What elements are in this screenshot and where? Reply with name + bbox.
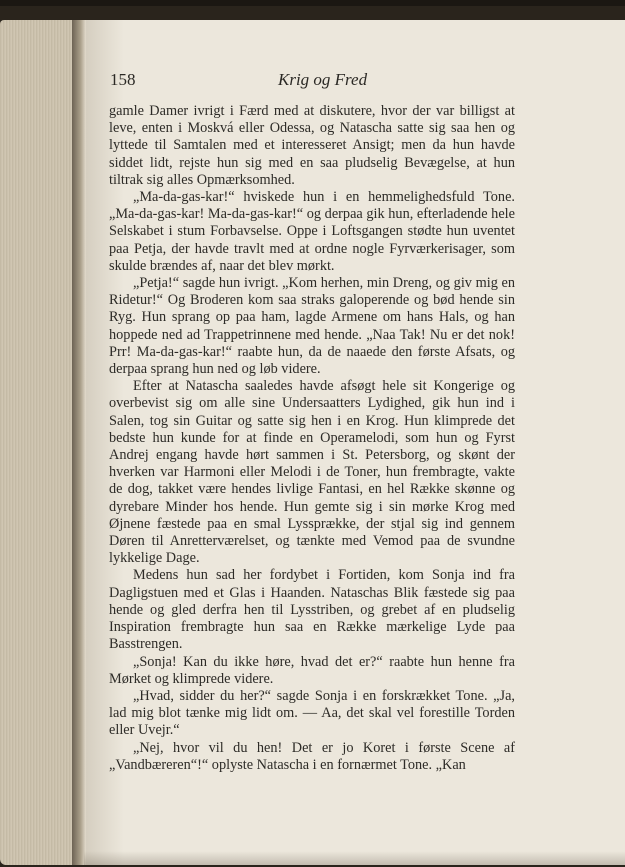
body-text (109, 103, 515, 774)
paragraph: „Sonja! Kan du ikke høre, hvad det er?“ raabte hun henne fra Mørket og klimprede videre. (109, 653, 515, 687)
page-header (110, 70, 530, 96)
paragraph: „Ma-da-gas-kar!“ hviskede hun i en hemmelighedsfuld Tone. „Ma-da-gas-kar! Ma-da-gas-kar!“ og derpaa gik hun, efterladende hele Selskabet i stum Forbavselse. Oppe i Loftsgangen stødte hun uventet paa Petja, der havde travlt med at ordne nogle Fyrværkerisager, som skulde brændes af, naar det blev mørkt. (109, 189, 515, 274)
page-number: 158 (110, 70, 136, 89)
paragraph: Efter at Natascha saaledes havde afsøgt hele sit Kongerige og overbevist sig om alle sine Undersaatters Lydighed, gik hun ind i Salen, tog sin Guitar og satte sig hen i en Krog. Hun klimprede det bedste hun kunde for at finde en Operamelodi, som hun og Fyrst Andrej engang havde hørt sammen i St. Petersborg, og skønt der hverken var Harmoni eller Melodi i de Toner, hun frembragte, vakte de dog, takket være hendes livlige Fantasi, en hel Række skønne og dyrebare Minder hos hende. Hun gemte sig i sin mørke Krog med Øjnene fæstede paa en smal Lyssprække, der stjal sig ind gennem Døren til Anretterværelset, og tænkte med Vemod paa de svundne lykkelige Dage. (109, 378, 515, 567)
paragraph: „Nej, hvor vil du hen! Det er jo Koret i første Scene af „Vandbæreren“!“ oplyste Natascha i en fornærmet Tone. „Kan (109, 739, 515, 773)
paragraph: Medens hun sad her fordybet i Fortiden, kom Sonja ind fra Dagligstuen med et Glas i Haanden. Nataschas Blik fæstede sig paa hende og gled derfra hen til Lysstriben, og grebet af en pludselig Inspiration frembragte hun saa en Række mærkelige Lyde paa Basstrengen. (109, 567, 515, 653)
running-title: Krig og Fred (278, 70, 368, 89)
paragraph: „Hvad, sidder du her?“ sagde Sonja i en forskrækket Tone. „Ja, lad mig blot tænke mig lidt om. — Aa, det skal vel forestille Torden eller Uvejr.“ (109, 687, 515, 739)
page-edges (0, 20, 78, 865)
page-bottom-shadow (84, 851, 625, 865)
book-gutter (72, 20, 86, 865)
paragraph: gamle Damer ivrigt i Færd med at diskutere, hvor der var billigst at leve, enten i Moskvá eller Odessa, og Natascha satte sig saa hen og lyttede til Samtalen med et interesseret Ansigt; men da hun havde siddet lidt, rejste hun sig med en saa pludselig Bevægelse, at hun tiltrak sig alles Opmærksomhed. (109, 103, 515, 188)
paragraph: „Petja!“ sagde hun ivrigt. „Kom herhen, min Dreng, og giv mig en Ridetur!“ Og Broderen kom saa straks galoperende og bød hende sin Ryg. Hun sprang op paa ham, lagde Armene om hans Hals, og han hoppede ned ad Trappetrinnene med hende. „Naa Tak! Nu er det nok! Prr! Ma-da-gas-kar!“ raabte hun, da de naaede den første Afsats, og derpaa sprang hun ned og løb videre. (109, 275, 515, 378)
